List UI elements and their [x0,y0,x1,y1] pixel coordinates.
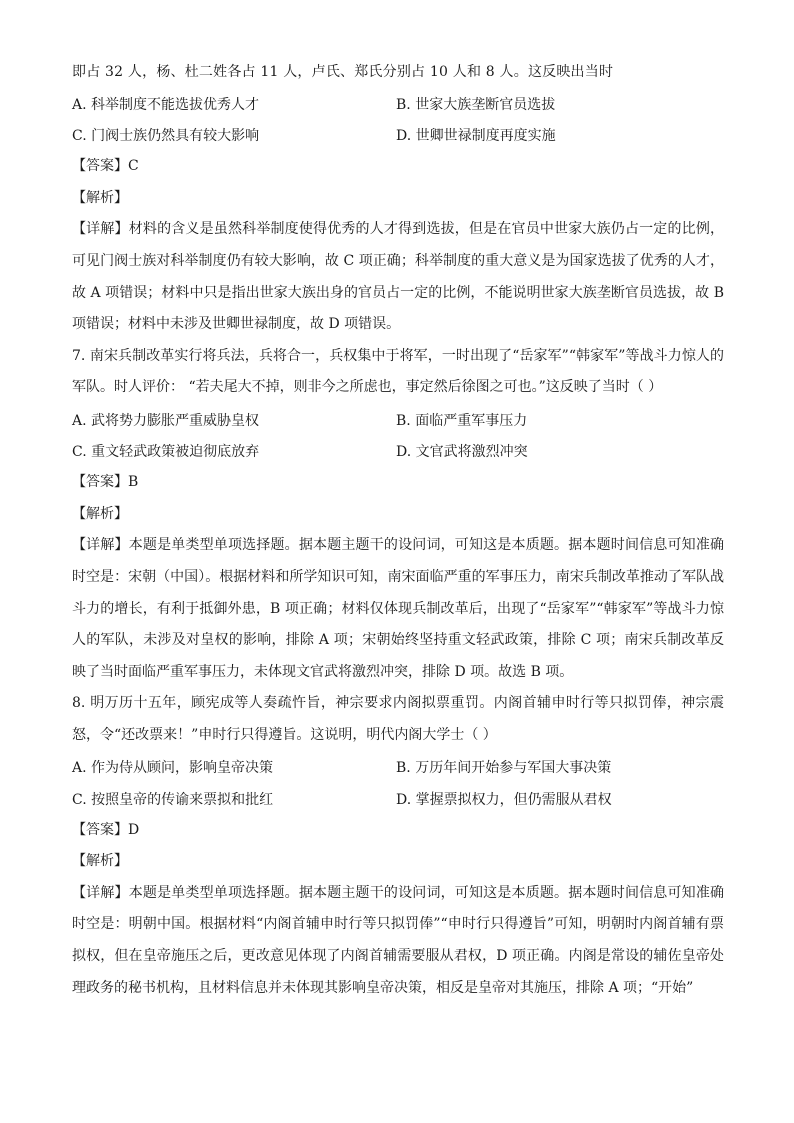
q8-analysis-label: 【解析】 [72,853,128,870]
question-7-options-row-1 [72,404,724,436]
question-7-options-row-2 [72,436,724,468]
q6-answer [72,151,724,183]
q6-option-d: D. 世卿世禄制度再度实施 [396,128,556,145]
answer-value: B [128,474,139,491]
question-6-options-row-2 [72,120,724,152]
q6-detail [72,214,724,340]
answer-value: C [128,158,139,175]
q7-answer [72,467,724,499]
answer-label: 【答案】 [72,474,128,491]
question-7-stem: 7. 南宋兵制改革实行将兵法，兵将合一，兵权集中于将军，一时出现了“岳家军”“韩家军”等战斗力惊人的军队。时人评价： “若夫尾大不掉，则非今之所虑也，事定然后徐图之可也。”这反映了当时（ ） [72,347,724,396]
q7-option-c: C. 重文轻武政策被迫彻底放弃 [72,444,260,461]
q8-option-a: A. 作为侍从顾问，影响皇帝决策 [72,760,274,777]
q7-option-b: B. 面临严重军事压力 [396,412,528,429]
detail-label: 【详解】 [72,221,129,238]
document-page [72,62,724,1004]
q6-analysis-label: 【解析】 [72,189,128,206]
q8-option-d: D. 掌握票拟权力，但仍需服从君权 [396,791,612,808]
q8-option-c: C. 按照皇帝的传谕来票拟和批红 [72,791,274,808]
q8-option-b: B. 万历年间开始参与军国大事决策 [396,760,612,777]
question-8-stem: 8. 明万历十五年，顾宪成等人奏疏忤旨，神宗要求内阁拟票重罚。内阁首辅申时行等只拟罚俸，神宗震怒，令“还改票来！”申时行只得遵旨。这说明，明代内阁大学士（ ） [72,695,724,743]
question-6-options-row-1 [72,88,724,120]
detail-text: 本题是单类型单项选择题。据本题主题干的设问词，可知这是本质题。据本题时间信息可知准确时空是：宋朝（中国）。根据材料和所学知识可知，南宋面临严重的军事压力，南宋兵制改革推动了军队战斗力的增长，有利于抵御外患，B 项正确；材料仅体现兵制改革后，出现了“岳家军”“韩家军”等战斗力惊人的军队，未涉及对皇权的影响，排除 A 项；宋朝始终坚持重文轻武政策，排除 C 项；南宋兵制改革反映了当时面临严重军事压力，未体现文官武将激烈冲突，排除 D 项。故选 B 项。 [72,537,725,680]
q7-option-d: D. 文官武将激烈冲突 [396,444,528,461]
q6-option-a: A. 科举制度不能选拔优秀人才 [72,96,260,113]
question-6-stem: 即占 32 人，杨、杜二姓各占 11 人，卢氏、郑氏分别占 10 人和 8 人。这反映出当时 [72,64,614,80]
answer-label: 【答案】 [72,821,128,838]
q7-detail [72,530,724,688]
q7-option-a: A. 武将势力膨胀严重威胁皇权 [72,412,260,429]
q7-analysis-label: 【解析】 [72,505,128,522]
q8-detail [72,878,724,1004]
answer-label: 【答案】 [72,158,128,175]
question-8-options-row-2 [72,783,724,815]
detail-text: 本题是单类型单项选择题。据本题主题干的设问词，可知这是本质题。据本题时间信息可知准确时空是：明朝中国。根据材料“内阁首辅申时行等只拟罚俸”“申时行只得遵旨”可知，明朝时内阁首辅有票拟权，但在皇帝施压之后，更改意见体现了内阁首辅需要服从君权，D 项正确。内阁是常设的辅佐皇帝处理政务的秘书机构，且材料信息并未体现其影响皇帝决策，相反是皇帝对其施压，排除 A 项；“开始” [72,884,725,996]
question-8-options-row-1 [72,751,724,783]
q8-answer [72,815,724,847]
q6-option-c: C. 门阀士族仍然具有较大影响 [72,128,260,145]
detail-label: 【详解】 [72,537,129,554]
detail-label: 【详解】 [72,884,129,901]
q6-option-b: B. 世家大族垄断官员选拔 [396,96,556,113]
answer-value: D [128,821,140,838]
detail-text: 材料的含义是虽然科举制度使得优秀的人才得到选拔，但是在官员中世家大族仍占一定的比例，可见门阀士族对科举制度仍有较大影响，故 C 项正确；科举制度的重大意义是为国家选拔了优秀的人才，故 A 项错误；材料中只是指出世家大族出身的官员占一定的比例，不能说明世家大族垄断官员选拔，故 B 项错误；材料中未涉及世卿世禄制度，故 D 项错误。 [72,221,725,333]
